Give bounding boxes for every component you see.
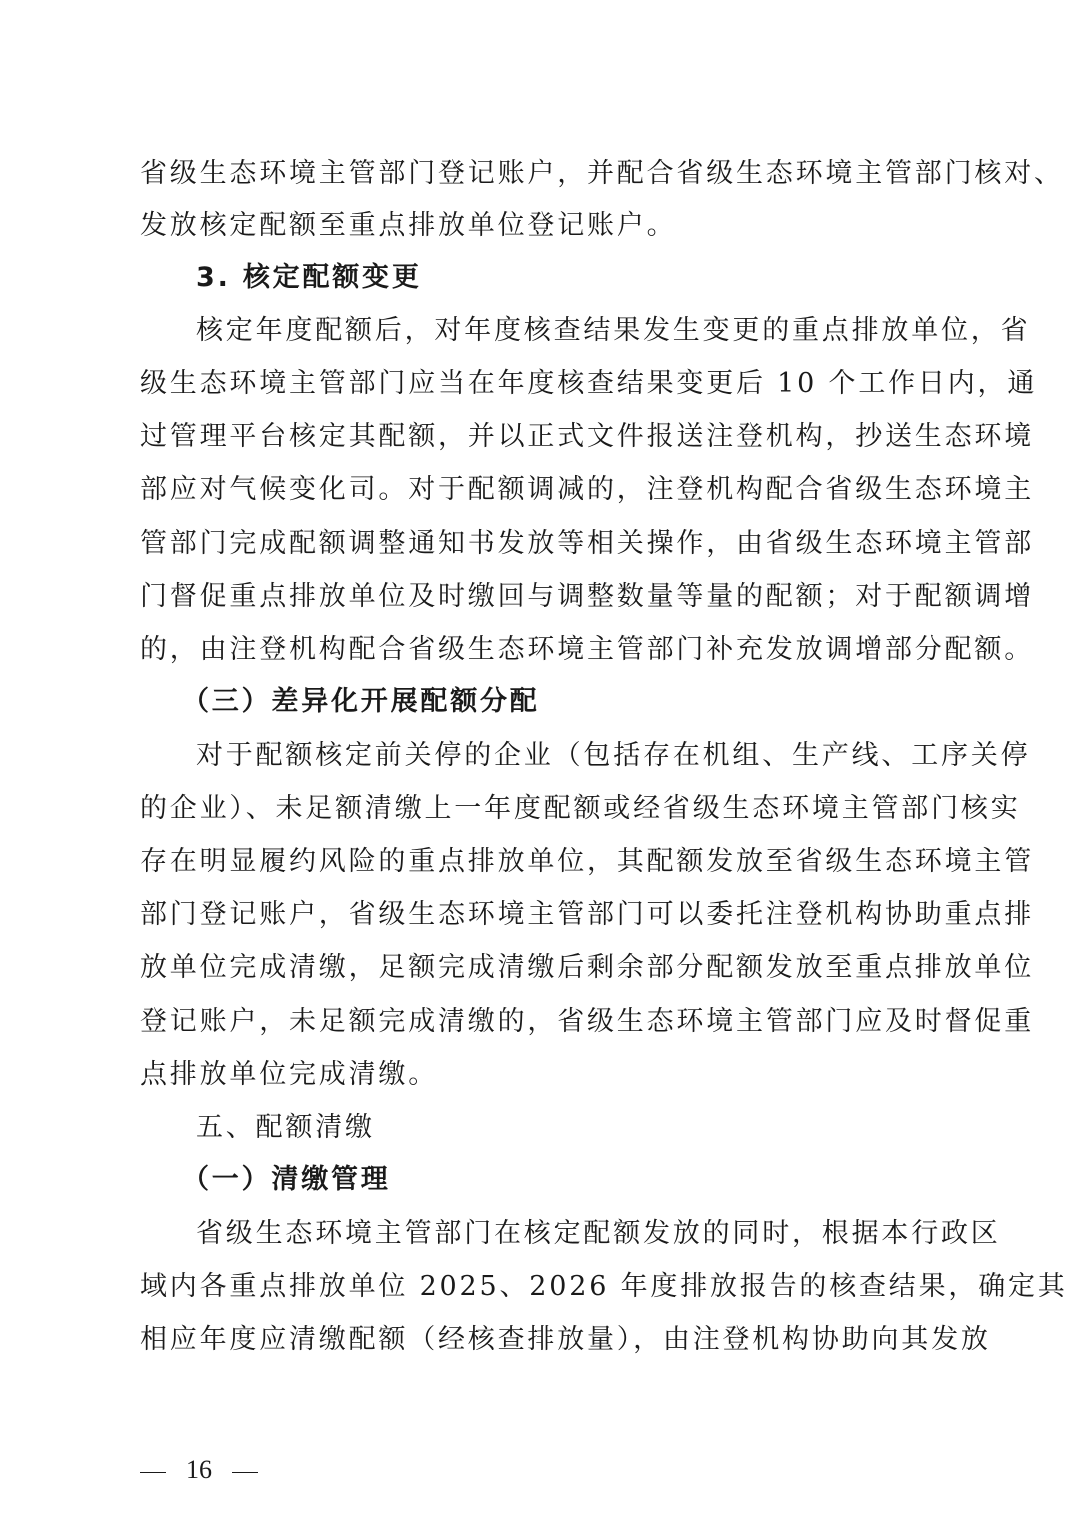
body-text-line: 省级生态环境主管部门登记账户，并配合省级生态环境主管部门核对、	[140, 158, 1064, 189]
footer-dash-right	[232, 1472, 258, 1473]
body-text-line: 管部门完成配额调整通知书发放等相关操作，由省级生态环境主管部	[140, 528, 1034, 559]
body-text-line: 过管理平台核定其配额，并以正式文件报送注登机构，抄送生态环境	[140, 421, 1034, 452]
body-text-line: 的企业）、未足额清缴上一年度配额或经省级生态环境主管部门核实	[140, 793, 1021, 824]
chapter-heading: 五、配额清缴	[196, 1112, 375, 1143]
body-text-line: 级生态环境主管部门应当在年度核查结果变更后 10 个工作日内，通	[140, 368, 1038, 399]
section-heading: （三）差异化开展配额分配	[182, 686, 540, 717]
section-heading: （一）清缴管理	[182, 1164, 391, 1195]
body-text-line: 省级生态环境主管部门在核定配额发放的同时，根据本行政区	[196, 1218, 1001, 1249]
page-number: 16	[186, 1455, 212, 1484]
body-text-line: 存在明显履约风险的重点排放单位，其配额发放至省级生态环境主管	[140, 846, 1034, 877]
body-text-line: 点排放单位完成清缴。	[140, 1059, 438, 1090]
body-text-line: 核定年度配额后，对年度核查结果发生变更的重点排放单位，省	[196, 315, 1031, 346]
body-text-line: 部门登记账户，省级生态环境主管部门可以委托注登机构协助重点排	[140, 899, 1034, 930]
body-text-line: 发放核定配额至重点排放单位登记账户。	[140, 210, 677, 241]
page-footer	[140, 1452, 258, 1488]
footer-dash-left	[140, 1472, 166, 1473]
body-text-line: 登记账户，未足额完成清缴的，省级生态环境主管部门应及时督促重	[140, 1006, 1034, 1037]
body-text-line: 对于配额核定前关停的企业（包括存在机组、生产线、工序关停	[196, 740, 1031, 771]
body-text-line: 门督促重点排放单位及时缴回与调整数量等量的配额；对于配额调增	[140, 581, 1034, 612]
body-text-line: 的，由注登机构配合省级生态环境主管部门补充发放调增部分配额。	[140, 634, 1034, 665]
body-text-line: 部应对气候变化司。对于配额调减的，注登机构配合省级生态环境主	[140, 474, 1034, 505]
body-text-line: 相应年度应清缴配额（经核查排放量），由注登机构协助向其发放	[140, 1324, 991, 1355]
body-text-line: 域内各重点排放单位 2025、2026 年度排放报告的核查结果，确定其	[140, 1271, 1068, 1302]
subsection-heading: 3. 核定配额变更	[196, 262, 422, 293]
body-text-line: 放单位完成清缴，足额完成清缴后剩余部分配额发放至重点排放单位	[140, 952, 1034, 983]
